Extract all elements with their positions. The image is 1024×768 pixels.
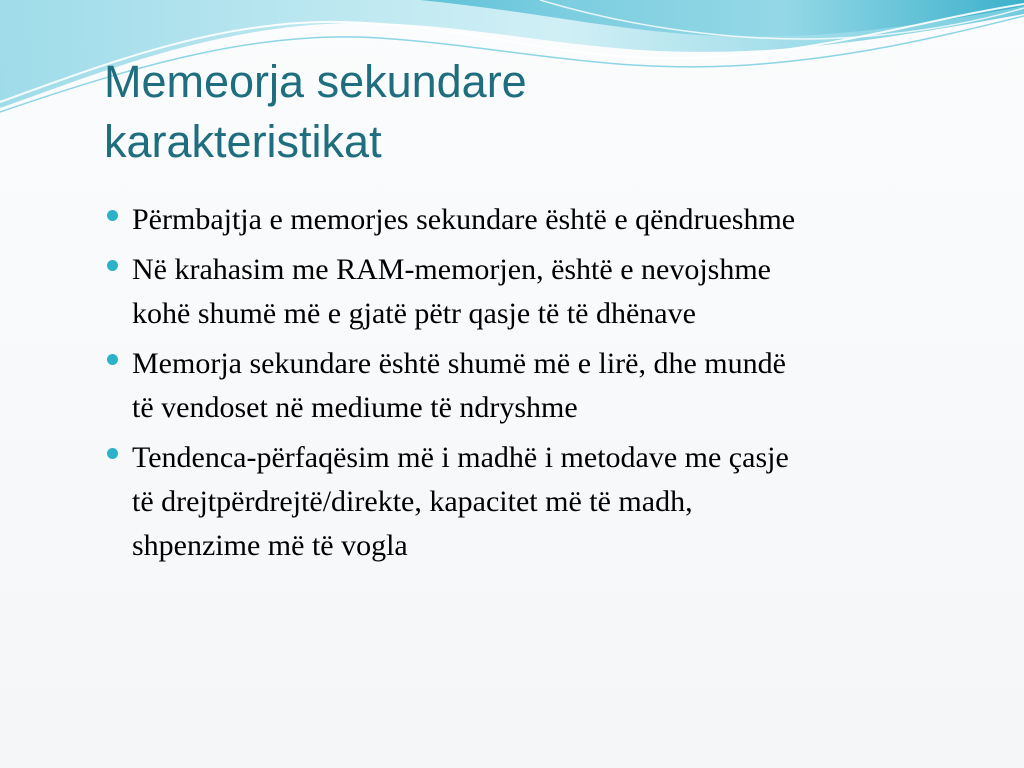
bullet-dot-icon xyxy=(107,448,118,459)
bullet-item xyxy=(104,436,1020,568)
bullet-text-line: të vendoset në mediume të ndryshme xyxy=(132,391,578,424)
bullet-text-line: Përmbajtja e memorjes sekundare është e qëndrueshme xyxy=(132,203,796,236)
bullet-text-line: shpenzime më të vogla xyxy=(132,529,408,562)
slide-title xyxy=(104,52,984,172)
bullet-text-line: Tendenca-përfaqësim më i madhë i metodave me çasje xyxy=(132,441,789,474)
bullet-text-line: të drejtpërdrejtë/direkte, kapacitet më të madh, xyxy=(132,485,693,518)
bullet-item xyxy=(104,342,1020,430)
bullet-text-line: Në krahasim me RAM-memorjen, është e nevojshme xyxy=(132,253,771,286)
bullet-item xyxy=(104,198,1020,242)
bullet-dot-icon xyxy=(107,210,118,221)
bullet-text-line: Memorja sekundare është shumë më e lirë, dhe mundë xyxy=(132,347,786,380)
bullet-dot-icon xyxy=(107,354,118,365)
slide-title-line: Memeorja sekundare xyxy=(104,56,527,107)
bullet-list xyxy=(104,198,1020,574)
bullet-text-line: kohë shumë më e gjatë pëtr qasje të të dhënave xyxy=(132,297,696,330)
bullet-dot-icon xyxy=(107,260,118,271)
bullet-item xyxy=(104,248,1020,336)
slide-title-line: karakteristikat xyxy=(104,116,382,167)
